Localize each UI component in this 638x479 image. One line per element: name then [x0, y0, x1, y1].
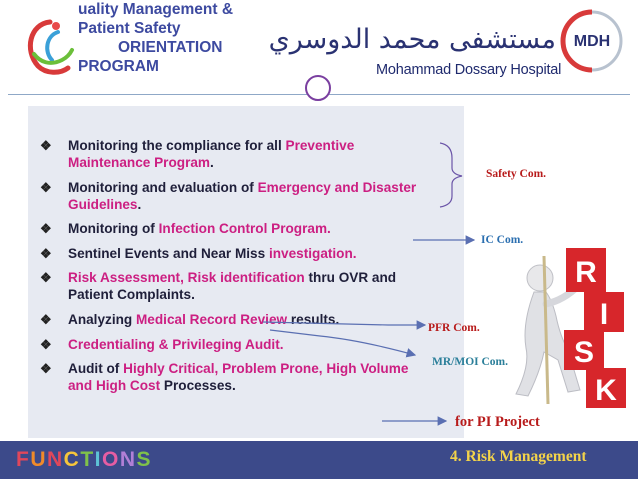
function-item [40, 245, 420, 262]
title-line-3: ORIENTATION [118, 39, 223, 56]
function-item-text: Preventive Maintenance Program [68, 138, 355, 170]
bullet-diamond-icon: ❖ [40, 336, 52, 352]
qm-logo-icon [20, 14, 75, 80]
title-line-1: uality Management & [78, 1, 234, 18]
functions-letter: S [136, 448, 153, 471]
function-item [40, 311, 420, 328]
function-item-text: Infection Control Program. [158, 221, 331, 237]
bullet-diamond-icon: ❖ [40, 361, 52, 377]
function-item-text: Risk Assessment, Risk identification [68, 270, 305, 286]
bullet-diamond-icon: ❖ [40, 179, 52, 195]
risk-letter-k: K [595, 374, 617, 407]
function-item-text: . [210, 155, 214, 170]
functions-letter: C [63, 448, 81, 471]
function-item-text: investigation. [268, 245, 357, 261]
risk-letter-s: S [573, 336, 595, 369]
function-item-text: Audit of [68, 361, 124, 377]
function-item-text: Sentinel Events and Near Miss [68, 245, 269, 261]
functions-list [40, 137, 420, 402]
functions-letter: U [30, 448, 47, 471]
function-item-text: thru OVR and Patient Complaints. [68, 270, 397, 303]
function-item-text: Monitoring the compliance for all [68, 138, 286, 153]
title-line-4: PROGRAM [78, 58, 159, 75]
functions-letter: N [119, 448, 137, 471]
function-item [40, 269, 420, 303]
function-item [40, 137, 420, 171]
hospital-name: Mohammad Dossary Hospital [376, 62, 562, 78]
risk-letter-i: I [599, 298, 609, 331]
functions-letter: N [47, 448, 64, 471]
function-item [40, 220, 420, 237]
bullet-diamond-icon: ❖ [40, 138, 52, 153]
function-item-text: Analyzing [68, 311, 136, 327]
functions-letter: I [94, 448, 103, 471]
pfr-committee-label: PFR Com. [428, 322, 480, 334]
function-item-text: results. [287, 311, 340, 327]
function-item-text: Medical Record Review [135, 311, 288, 327]
functions-letter: F [16, 448, 31, 471]
function-item-text: Credentialing & Privileging Audit. [68, 336, 284, 352]
hospital-arabic-text: مستشفى محمد الدوسري [268, 24, 556, 55]
hospital-arabic-logo [268, 12, 558, 60]
function-item-text: Emergency and Disaster Guidelines [68, 179, 417, 212]
pi-project-label: for PI Project [455, 414, 540, 430]
mrmoi-committee-label: MR/MOI Com. [432, 356, 509, 368]
function-item [40, 360, 420, 394]
bullet-diamond-icon: ❖ [40, 245, 52, 261]
mdh-logo-text: MDH [573, 33, 611, 50]
function-item-text: Processes. [160, 378, 236, 394]
function-item-text: Monitoring and evaluation of [68, 179, 258, 195]
function-item-text: Highly Critical, Problem Prone, High Volume and High Cost [68, 361, 409, 394]
function-item [40, 336, 420, 353]
functions-letter: T [80, 448, 95, 471]
figure-head [527, 265, 553, 291]
functions-letter: O [102, 448, 120, 471]
risk-blocks-figure [500, 244, 630, 412]
function-item [40, 179, 420, 213]
safety-committee-label: Safety Com. [486, 168, 547, 180]
risk-letter-r: R [575, 256, 597, 289]
mdh-logo-icon [561, 8, 623, 74]
bullet-diamond-icon: ❖ [40, 311, 52, 327]
bullet-diamond-icon: ❖ [40, 270, 52, 286]
title-line-2: Patient Safety [78, 20, 181, 37]
bullet-diamond-icon: ❖ [40, 221, 52, 237]
function-item-text: Monitoring of [68, 221, 159, 237]
functions-heading [16, 448, 152, 472]
function-item-text: . [137, 196, 142, 212]
ic-committee-label: IC Com. [481, 234, 524, 246]
divider-ring [305, 75, 331, 101]
section-title: 4. Risk Management [450, 448, 587, 465]
